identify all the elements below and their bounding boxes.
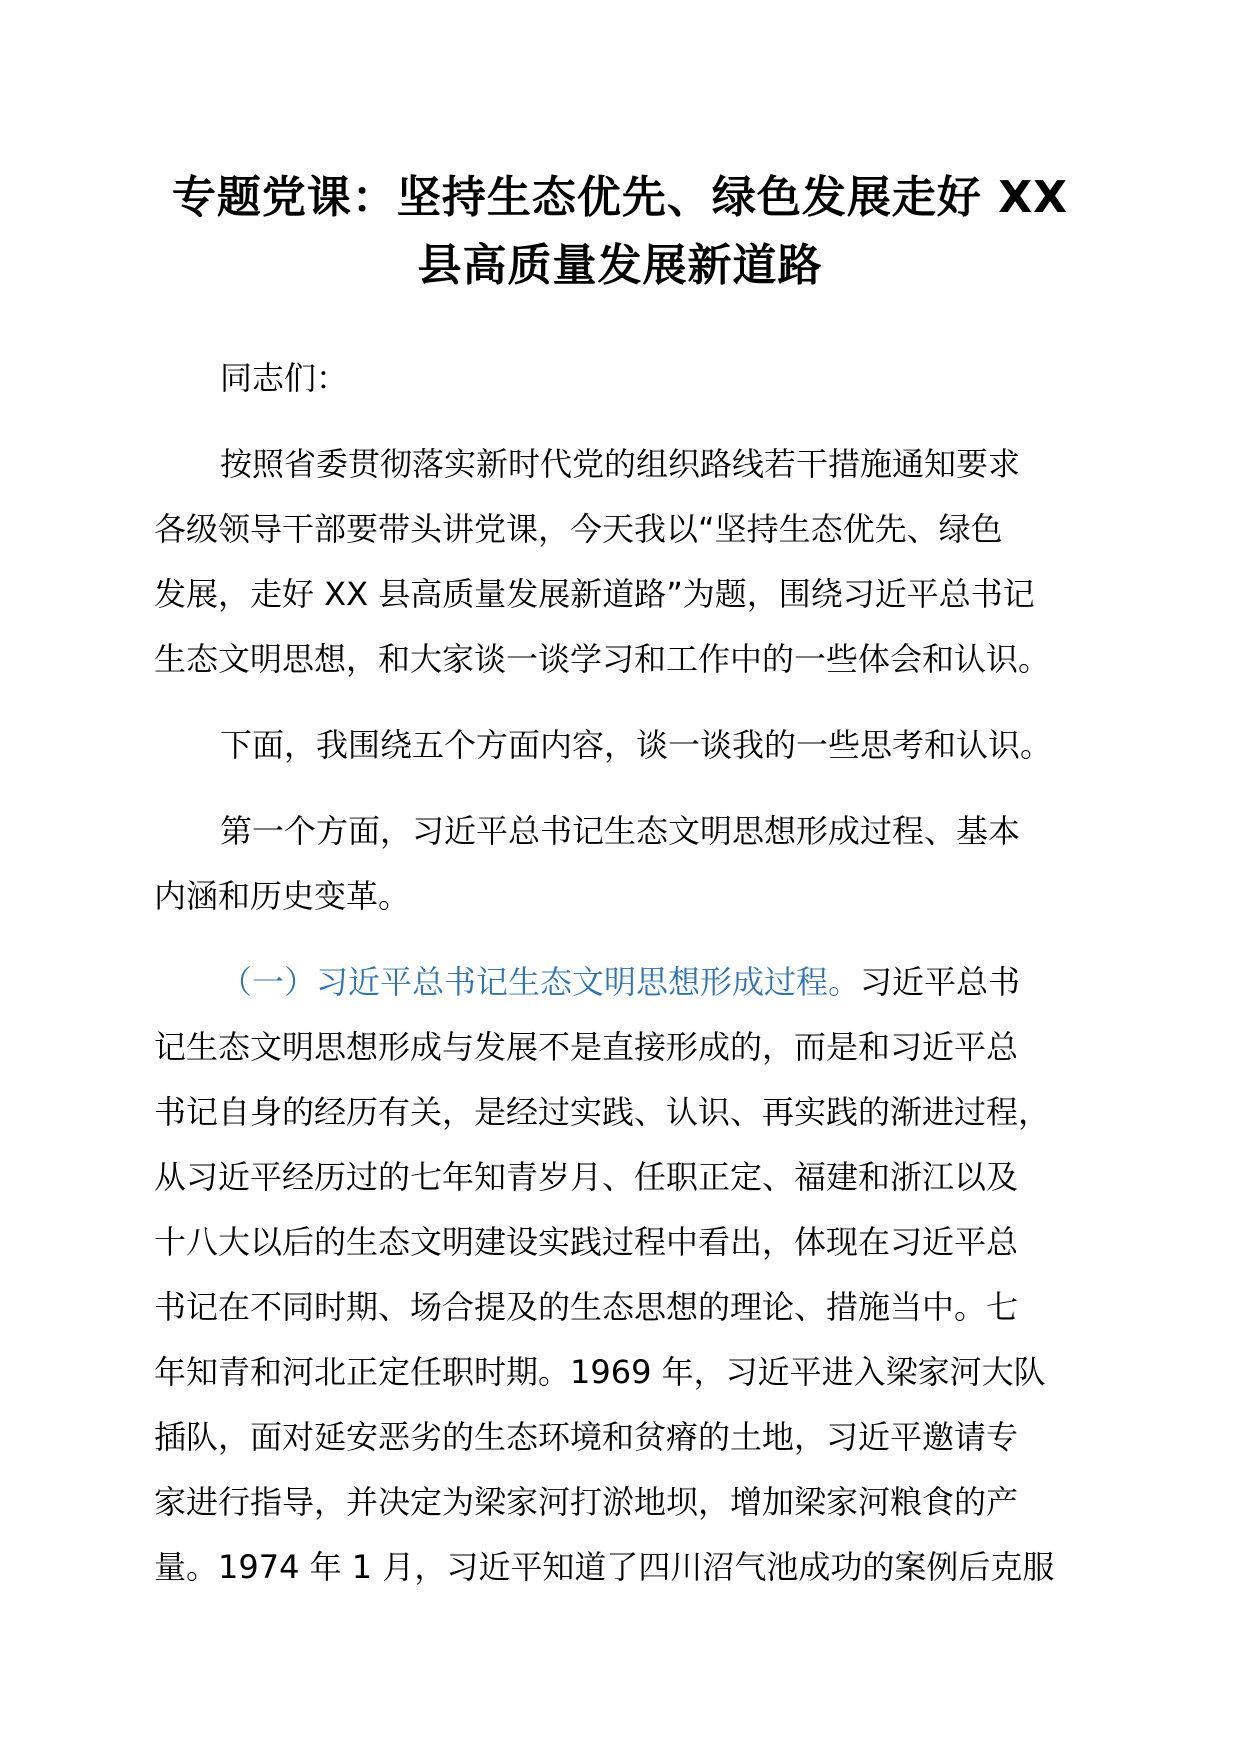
intro-line: 按照省委贯彻落实新时代党的组织路线若干措施通知要求 — [220, 445, 1021, 483]
intro-line: 发展，走好 XX 县高质量发展新道路”为题，围绕习近平总书记 — [154, 575, 1035, 613]
subsection-line: 年知青和河北正定任职时期。1969 年，习近平进入梁家河大队 — [154, 1353, 1046, 1391]
document-title — [150, 164, 1090, 300]
section-one-line: 内涵和历史变革。 — [154, 877, 411, 915]
document-body — [154, 346, 1094, 1621]
intro-line: 生态文明思想，和大家谈一谈学习和工作中的一些体会和认识。 — [154, 640, 1051, 678]
subsection-line: 量。1974 年 1 月，习近平知道了四川沼气池成功的案例后克服 — [154, 1548, 1055, 1586]
title-line-1: 专题党课：坚持生态优先、绿色发展走好 XX — [171, 172, 1069, 223]
subsection-line: 记生态文明思想形成与发展不是直接形成的，而是和习近平总 — [154, 1028, 1019, 1066]
section-one-line: 第一个方面，习近平总书记生态文明思想形成过程、基本 — [220, 812, 1021, 850]
outline-text: 下面，我围绕五个方面内容，谈一谈我的一些思考和认识。 — [220, 726, 1053, 764]
greeting-paragraph — [154, 346, 1094, 411]
subsection-first-line — [154, 950, 1094, 1015]
subsection-paragraph — [154, 950, 1094, 1600]
subsection-line: 十八大以后的生态文明建设实践过程中看出，体现在习近平总 — [154, 1223, 1019, 1261]
subsection-line: 插队，面对延安恶劣的生态环境和贫瘠的土地，习近平邀请专 — [154, 1418, 1019, 1456]
title-line-2: 县高质量发展新道路 — [417, 240, 823, 291]
subsection-line: 书记在不同时期、场合提及的生态思想的理论、措施当中。七 — [154, 1288, 1019, 1326]
intro-paragraph — [154, 432, 1094, 692]
subsection-line: 书记自身的经历有关，是经过实践、认识、再实践的渐进过程， — [154, 1093, 1051, 1131]
intro-line: 各级领导干部要带头讲党课，今天我以“坚持生态优先、绿色 — [154, 510, 1003, 548]
outline-paragraph — [154, 713, 1094, 778]
subsection-line: 从习近平经历过的七年知青岁月、任职正定、福建和浙江以及 — [154, 1158, 1019, 1196]
subsection-heading: （一）习近平总书记生态文明思想形成过程。 — [220, 963, 861, 1001]
subsection-first-line-rest: 习近平总书 — [860, 963, 1021, 1001]
greeting-text: 同志们： — [220, 359, 349, 397]
subsection-line: 家进行指导，并决定为梁家河打淤地坝，增加梁家河粮食的产 — [154, 1483, 1019, 1521]
section-one-paragraph — [154, 799, 1094, 929]
